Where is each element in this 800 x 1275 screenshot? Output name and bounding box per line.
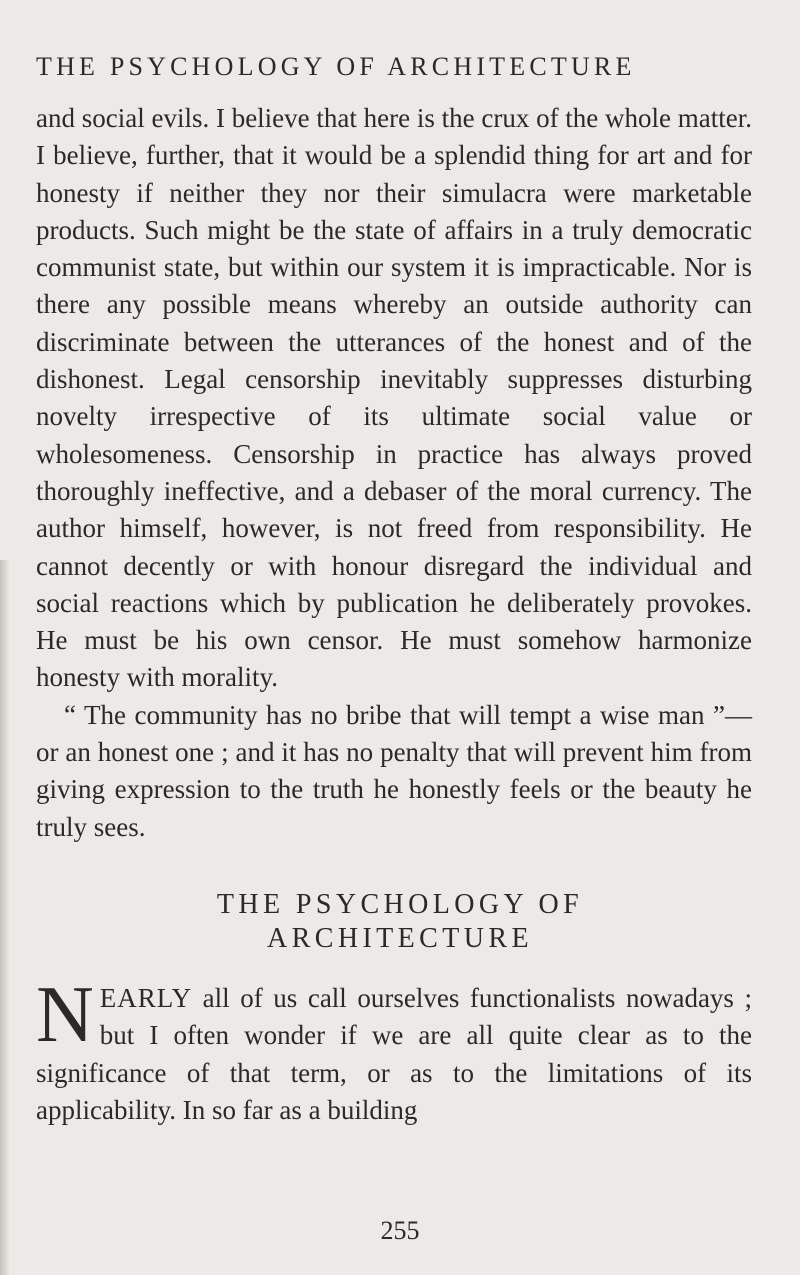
page-number: 255 <box>380 1216 420 1245</box>
section-heading <box>100 888 700 956</box>
section-heading-line-2: ARCHITECTURE <box>267 923 533 954</box>
lead-small-caps: EARLY <box>99 983 193 1013</box>
body-text <box>36 100 752 846</box>
paragraph-continued: and social evils. I believe that here is the crux of the whole matter. I believe, further, that it would be a splendid thing for art and for honesty if neither they nor their simulacra were marketable products. Such might be the state of affairs in a truly democratic communist state, but within our system it is impracticable. Nor is there any possible means whereby an outside authority can discriminate between the utterances of the honest and of the dishonest. Legal censorship inevitably suppresses disturbing novelty irrespective of its ultimate social value or wholesomeness. Censorship in practice has always proved thoroughly ineffective, and a debaser of the moral currency. The author himself, however, is not freed from responsibility. He cannot decently or with honour disregard the individual and social reactions which by publication he deliberately provokes. He must be his own censor. He must somehow harmonize honesty with morality. <box>36 103 753 693</box>
drop-cap: N <box>36 971 94 1059</box>
section-body <box>36 971 752 1129</box>
section-heading-line-1: THE PSYCHOLOGY OF <box>216 889 584 920</box>
section-paragraph: all of us call ourselves functionalists nowadays ; but I often wonder if we are all quite clear as to the significance of that term, or as to the limitations of its applicability. In so far as a building <box>36 983 752 1125</box>
page-gutter-shadow <box>0 560 10 1275</box>
running-head: THE PSYCHOLOGY OF ARCHITECTURE <box>36 52 636 81</box>
paragraph-quote: “ The community has no bribe that will tempt a wise man ”—or an honest one ; and it has no penalty that will prevent him from giving expression to the truth he honestly feels or the beauty he truly sees. <box>36 699 752 842</box>
